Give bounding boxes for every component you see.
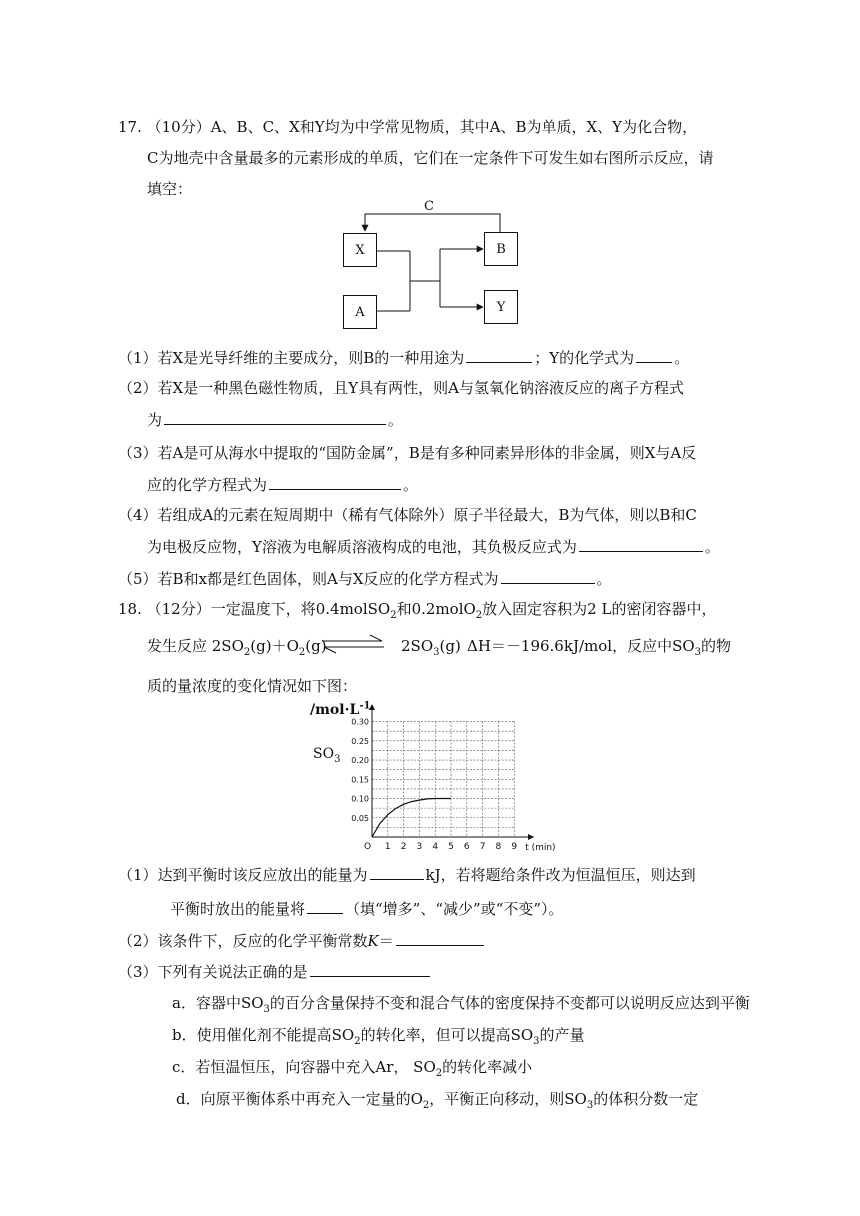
x-axis-arrow-icon [528, 834, 534, 840]
q18-part-1-line-1: （1）达到平衡时该反应放出的能量为 kJ，若将题给条件改为恒温恒压，则达到 [118, 866, 696, 884]
chart-ylabel: $/mol\cdot L^{-1}$ [310, 700, 371, 718]
option-b: b．使用催化剂不能提高$SO_2$的转化率，但可以提高$SO_3$的产量 [172, 1026, 585, 1047]
label-c: C [424, 199, 434, 214]
y-tick-label: 0.20 [351, 756, 369, 766]
chart-grid [372, 722, 514, 837]
q17-line-2: C为地壳中含量最多的元素形成的单质，它们在一定条件下可发生如右图所示反应，请 [147, 149, 714, 167]
answer-blank[interactable] [269, 474, 401, 490]
so3-concentration-chart [305, 700, 556, 860]
y-tick-label: 0.15 [351, 775, 369, 785]
q17-part-5: （5）若B和x都是红色固体，则A与X反应的化学方程式为 。 [118, 570, 612, 588]
q18-line-1: 18. （12分）一定温度下，将0.4molSO$_2$和0.2molO$_2$放入固定容积为2 L的密闭容器中， [118, 600, 717, 621]
answer-blank[interactable] [310, 961, 430, 977]
box-x: X [343, 233, 377, 267]
q17-part-4-line-2: 为电极反应物，Y溶液为电解质溶液构成的电池，其负极反应式为 。 [147, 538, 720, 556]
box-a: A [343, 295, 377, 329]
box-y: Y [484, 290, 518, 324]
q17-line-1: 17. （10分）A、B、C、X和Y均为中学常见物质，其中A、B为单质，X、Y为化合物， [118, 118, 698, 136]
origin-label: O [364, 842, 372, 852]
reaction-diagram [330, 200, 530, 335]
option-c: c．若恒温恒压，向容器中充入Ar， $SO_2$的转化率减小 [172, 1058, 533, 1079]
q17-part-3-line-1: （3）若A是可从海水中提取的“国防金属”，B是有多种同素异形体的非金属，则X与A反 [118, 444, 697, 462]
box-b: B [484, 232, 518, 266]
answer-blank[interactable] [370, 864, 424, 880]
x-tick-label: 6 [463, 842, 470, 852]
q18-line-2-enthalpy: ΔH＝－196.6kJ/mol，反应中$SO_3$的物 [467, 637, 732, 658]
q18-line-3: 质的量浓度的变化情况如下图： [147, 677, 358, 695]
option-a: a．容器中$SO_3$的百分含量保持不变和混合气体的密度保持不变都可以说明反应达到平衡 [172, 994, 750, 1015]
x-tick-label: 4 [432, 842, 439, 852]
answer-blank[interactable] [636, 347, 672, 363]
q17-part-2-line-1: （2）若X是一种黑色磁性物质，且Y具有两性，则A与氢氧化钠溶液反应的离子方程式 [118, 379, 684, 397]
q17-part-1: （1）若X是光导纤维的主要成分，则B的一种用途为 ；Y的化学式为 。 [118, 349, 690, 367]
answer-blank[interactable] [579, 536, 703, 552]
answer-blank[interactable] [164, 409, 386, 425]
answer-blank[interactable] [396, 930, 484, 946]
x-axis-label: t (min) [525, 843, 556, 853]
x-tick-label: 5 [448, 842, 454, 852]
q18-part-1-line-2: 平衡时放出的能量将 （填“增多”、“减少”或“不变”）。 [170, 900, 564, 918]
x-tick-label: 9 [511, 842, 518, 852]
chart-axes [369, 704, 534, 840]
answer-blank[interactable] [307, 898, 343, 914]
q17-part-4-line-1: （4）若组成A的元素在短周期中（稀有气体除外）原子半径最大，B为气体，则以B和C [118, 506, 697, 524]
option-d: d．向原平衡体系中再充入一定量的$O_2$，平衡正向移动，则$SO_3$的体积分数一定 [176, 1090, 699, 1111]
x-tick-label: 7 [479, 842, 486, 852]
q18-part-2: （2）该条件下，反应的化学平衡常数K＝ [118, 930, 486, 951]
q17-line-3: 填空： [147, 180, 193, 198]
chart-series-label: $SO_3$ [313, 746, 341, 765]
q18-line-2-right: $2SO_3(g)$ [401, 637, 461, 658]
answer-blank[interactable] [501, 568, 595, 584]
x-tick-label: 2 [400, 842, 407, 852]
x-tick-label: 1 [384, 842, 391, 852]
y-tick-label: 0.10 [351, 794, 369, 804]
q18-line-2-left: 发生反应 $2SO_2(g)+O_2(g)$ [147, 637, 327, 658]
chart-ticks [351, 718, 555, 853]
y-tick-label: 0.05 [351, 813, 369, 823]
q18-part-3-stem: （3）下列有关说法正确的是 [118, 961, 432, 982]
answer-blank[interactable] [466, 347, 532, 363]
x-tick-label: 8 [495, 842, 502, 852]
y-tick-label: 0.30 [351, 717, 369, 727]
y-tick-label: 0.25 [351, 736, 369, 746]
equilibrium-arrow-icon [320, 634, 386, 654]
x-tick-label: 3 [416, 842, 423, 852]
q17-part-3-line-2: 应的化学方程式为 。 [147, 476, 419, 494]
q17-part-2-line-2: 为 。 [147, 411, 404, 429]
